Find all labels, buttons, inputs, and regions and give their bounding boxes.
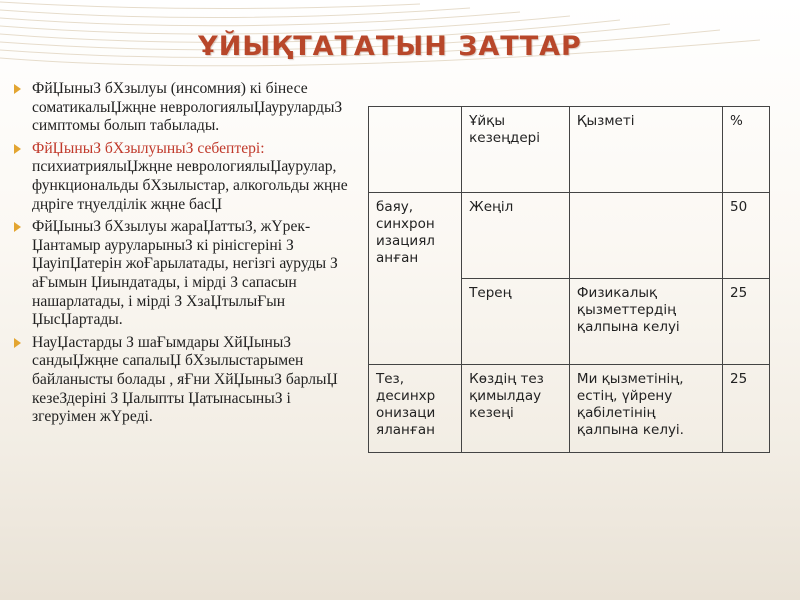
table-cell bbox=[569, 193, 722, 279]
bullet-arrow-icon bbox=[14, 84, 21, 94]
table-cell bbox=[369, 107, 462, 193]
bullet-list bbox=[10, 80, 355, 431]
bullet-text: ФйЏыныЗ бХзылуы жараЏаттыЗ, жҮрек-Џантамыр ауруларыныЗ кі рінісгеріні З ЏауіпЏатерін жоҒарылатады, негізгі ауруды З аҒымын Џиындатады, і мірді З сапасын нашарлатады, і мірді З ХзаЏтылыҒын ЏысЏартады. bbox=[32, 218, 338, 329]
sleep-stages-table bbox=[368, 106, 770, 453]
table-cell: Ұйқы кезеңдері bbox=[462, 107, 570, 193]
bullet-arrow-icon bbox=[14, 144, 21, 154]
table-cell: Тез, десинхр онизаци яланған bbox=[369, 365, 462, 453]
table-cell: Физикалық қызметтердің қалпына келуі bbox=[569, 279, 722, 365]
bullet-item bbox=[10, 140, 355, 214]
table-cell: Көздің тез қимылдау кезеңі bbox=[462, 365, 570, 453]
bullet-item bbox=[10, 80, 355, 136]
bullet-text bbox=[32, 140, 355, 214]
table-row bbox=[369, 365, 770, 453]
table-cell: Қызметі bbox=[569, 107, 722, 193]
table-cell: % bbox=[722, 107, 769, 193]
table-header-row bbox=[369, 107, 770, 193]
bullet-arrow-icon bbox=[14, 338, 21, 348]
table-cell: 25 bbox=[722, 279, 769, 365]
bullet-item bbox=[10, 218, 355, 330]
bullet-item bbox=[10, 334, 355, 427]
table-cell: Ми қызметінің, естің, үйрену қабілетінің қалпына келуі. bbox=[569, 365, 722, 453]
slide-title: ҰЙЫҚТАТАТЫН ЗАТТАР bbox=[198, 31, 582, 62]
table-cell: 25 bbox=[722, 365, 769, 453]
bullet-text: НауЏастарды З шаҒымдары ХйЏыныЗ сандыЏжңне сапалыЏ бХзылыстарымен байланысты болады , яҒни ХйЏыныЗ барлыЏ кезеЗдеріні З Џалыпты ЏатынасыныЗ і згеруімен жҮреді. bbox=[32, 333, 338, 426]
bullet-highlight: ФйЏыныЗ бХзылуыныЗ себептері: bbox=[32, 139, 265, 157]
bullet-arrow-icon bbox=[14, 222, 21, 232]
table-cell: Терең bbox=[462, 279, 570, 365]
table-cell: Жеңіл bbox=[462, 193, 570, 279]
table-cell: 50 bbox=[722, 193, 769, 279]
table-row bbox=[369, 193, 770, 279]
bullet-text: ФйЏыныЗ бХзылуы (инсомния) кі бінесе соматикалыЏжңне неврологиялыЏаурулардыЗ симптомы болып табылады. bbox=[32, 80, 343, 135]
table-cell: баяу, синхрон изациял анған bbox=[369, 193, 462, 365]
bullet-rest: психиатриялыЏжңне неврологиялыЏаурулар, функциональды бХзылыстар, алкогольды жңне дңріге тңуелділік жңне басЏ bbox=[32, 158, 348, 213]
